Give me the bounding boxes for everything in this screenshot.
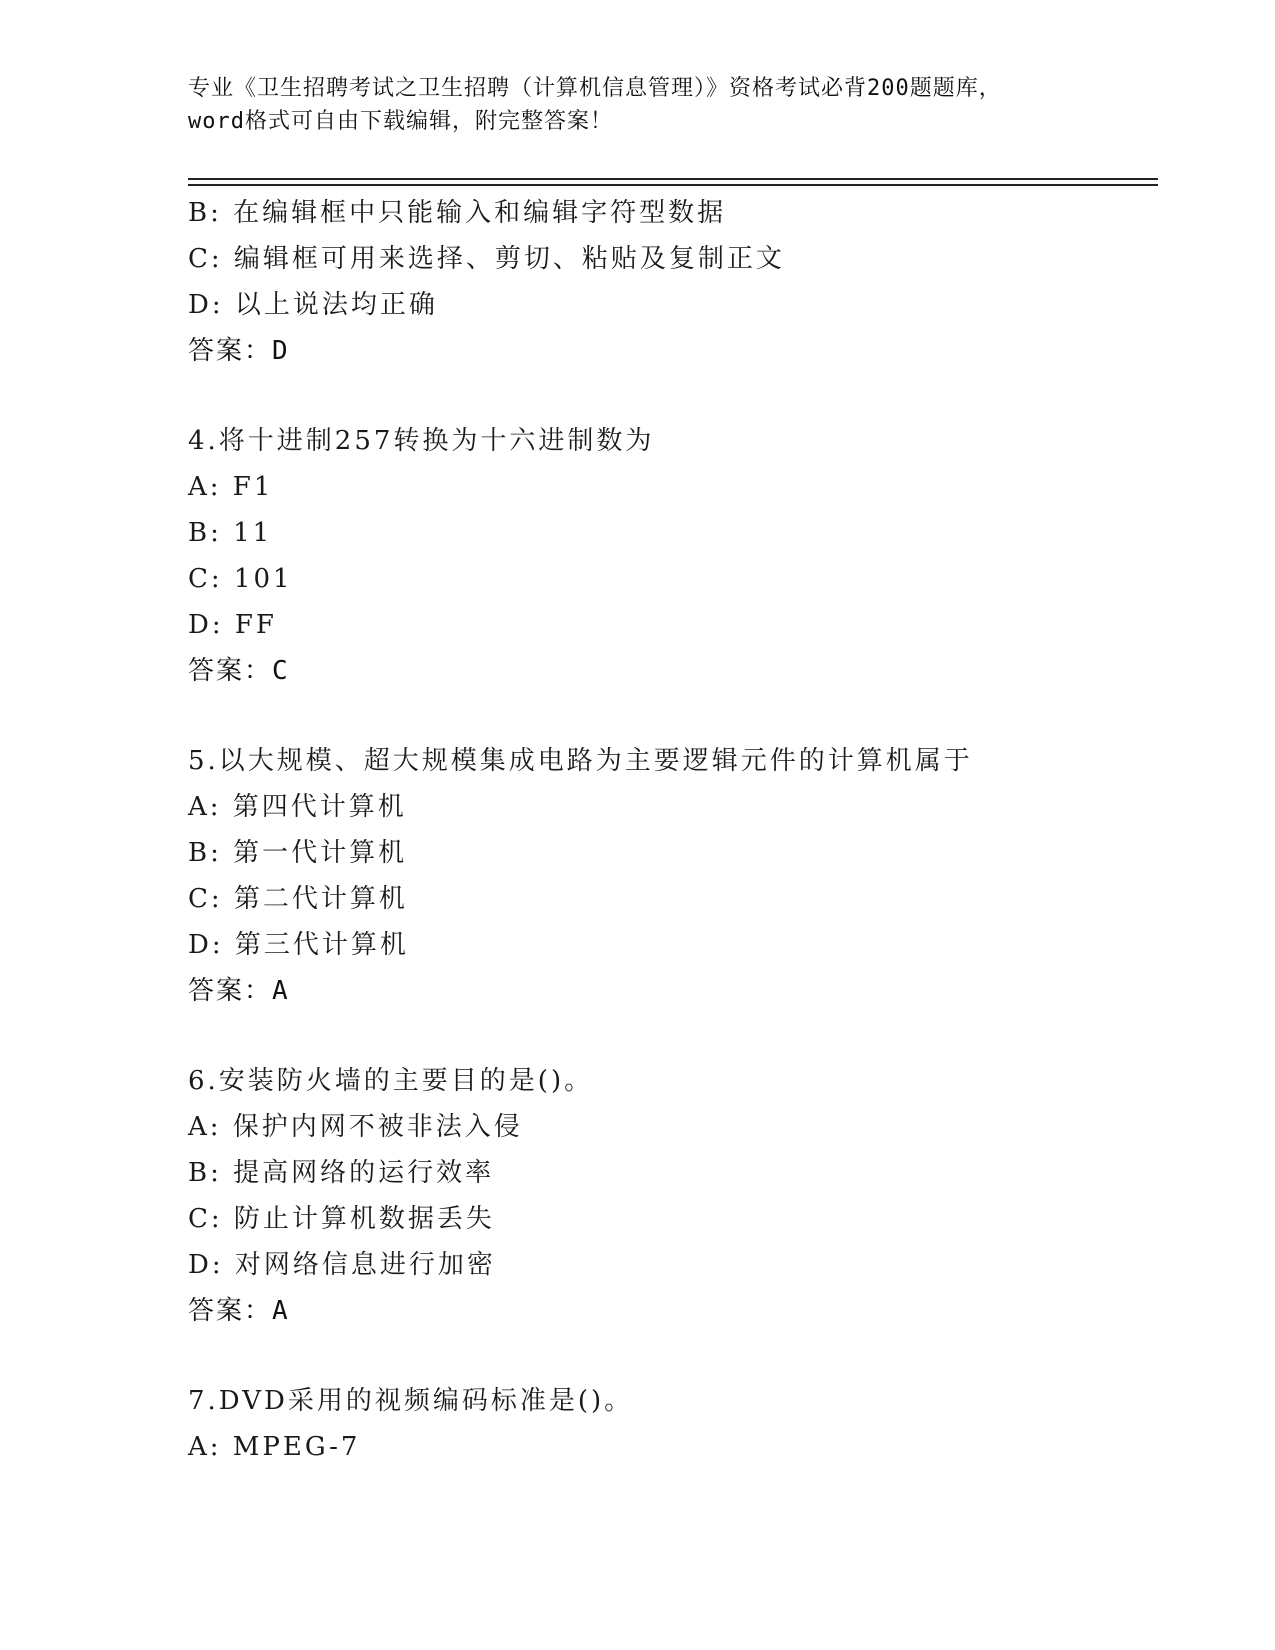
answer-line: 答案：A xyxy=(188,1296,290,1326)
question-list xyxy=(188,190,1148,1470)
spacer xyxy=(188,1014,1148,1058)
option-d: D: FF xyxy=(188,610,277,640)
spacer xyxy=(188,374,1148,418)
option-b: B: 11 xyxy=(188,518,273,548)
question-text: 5.以大规模、超大规模集成电路为主要逻辑元件的计算机属于 xyxy=(188,746,973,776)
option-c: C: 防止计算机数据丢失 xyxy=(188,1204,495,1234)
question-text: 7.DVD采用的视频编码标准是()。 xyxy=(188,1386,634,1416)
spacer xyxy=(188,694,1148,738)
header-divider-bottom xyxy=(188,184,1158,186)
option-b: B: 提高网络的运行效率 xyxy=(188,1158,495,1188)
answer-line: 答案：D xyxy=(188,336,290,366)
question-block-3 xyxy=(188,190,1148,374)
option-a: A: 第四代计算机 xyxy=(188,792,407,822)
option-c: C: 编辑框可用来选择、剪切、粘贴及复制正文 xyxy=(188,244,785,274)
answer-line: 答案：C xyxy=(188,656,290,686)
answer-line: 答案：A xyxy=(188,976,290,1006)
header-line-1: 专业《卫生招聘考试之卫生招聘（计算机信息管理）》资格考试必背200题题库， xyxy=(188,76,1002,101)
header-line-2: word格式可自由下载编辑，附完整答案！ xyxy=(188,109,613,134)
option-c: C: 第二代计算机 xyxy=(188,884,408,914)
option-d: D: 第三代计算机 xyxy=(188,930,409,960)
option-d: D: 以上说法均正确 xyxy=(188,290,438,320)
question-block-6 xyxy=(188,1058,1148,1334)
question-block-7 xyxy=(188,1378,1148,1470)
document-header xyxy=(188,72,1088,138)
question-block-4 xyxy=(188,418,1148,694)
spacer xyxy=(188,1334,1148,1378)
option-a: A: 保护内网不被非法入侵 xyxy=(188,1112,523,1142)
option-a: A: F1 xyxy=(188,472,274,502)
question-block-5 xyxy=(188,738,1148,1014)
option-b: B: 在编辑框中只能输入和编辑字符型数据 xyxy=(188,198,727,228)
question-text: 6.安装防火墙的主要目的是()。 xyxy=(188,1066,594,1096)
option-b: B: 第一代计算机 xyxy=(188,838,408,868)
option-d: D: 对网络信息进行加密 xyxy=(188,1250,496,1280)
option-a: A: MPEG-7 xyxy=(188,1432,361,1462)
question-text: 4.将十进制257转换为十六进制数为 xyxy=(188,426,655,456)
option-c: C: 101 xyxy=(188,564,293,594)
header-divider-top xyxy=(188,178,1158,180)
